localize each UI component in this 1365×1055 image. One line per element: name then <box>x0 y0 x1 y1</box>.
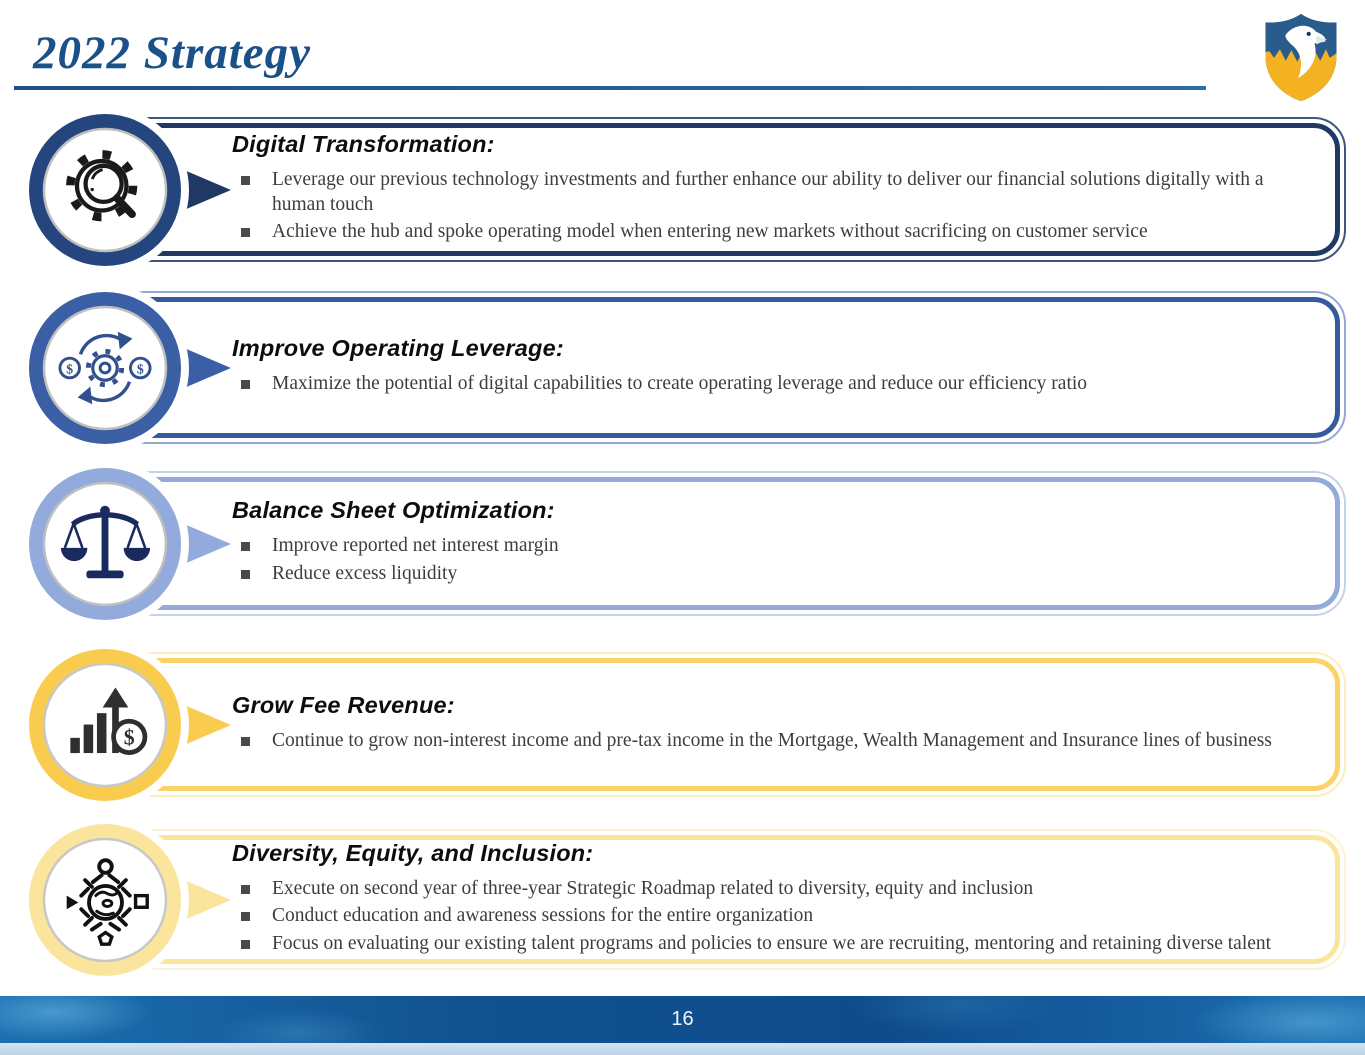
bullet-item: Reduce excess liquidity <box>232 562 1309 587</box>
section-banner <box>112 829 1346 970</box>
bullet-item: Achieve the hub and spoke operating model when entering new markets without sacrificing on customer service <box>232 220 1309 245</box>
section-banner <box>112 652 1346 797</box>
svg-text:$: $ <box>66 360 74 376</box>
section-bullets <box>232 369 1309 400</box>
section-banner <box>112 291 1346 444</box>
section-banner <box>112 117 1346 262</box>
section-bullets <box>232 874 1309 960</box>
section-bullets <box>232 726 1309 757</box>
strategy-section-digital-transformation <box>20 117 1346 262</box>
svg-text:$: $ <box>136 360 144 376</box>
footer-strip <box>0 1043 1365 1055</box>
section-title: Grow Fee Revenue: <box>232 692 455 719</box>
page-title: 2022 Strategy <box>33 27 312 79</box>
medallion <box>20 640 236 810</box>
section-bullets <box>232 531 1309 589</box>
page-number: 16 <box>671 1008 694 1030</box>
title-underline <box>14 86 1206 90</box>
bullet-item: Maximize the potential of digital capabilities to create operating leverage and reduce our efficiency ratio <box>232 372 1309 397</box>
strategy-section-balance-sheet-optimization <box>20 471 1346 616</box>
eagle-shield-logo <box>1253 6 1349 106</box>
section-title: Digital Transformation: <box>232 131 495 158</box>
medallion <box>20 459 236 629</box>
section-banner <box>112 471 1346 616</box>
bullet-item: Leverage our previous technology investments and further enhance our ability to deliver our financial solutions digitally with a human touch <box>232 168 1309 217</box>
medallion <box>20 815 236 985</box>
strategy-section-improve-operating-leverage <box>20 291 1346 444</box>
strategy-section-diversity-equity-inclusion <box>20 829 1346 970</box>
medallion <box>20 283 236 453</box>
section-bullets <box>232 165 1309 248</box>
bullet-item: Conduct education and awareness sessions for the entire organization <box>232 904 1309 929</box>
medallion <box>20 105 236 275</box>
bullet-item: Focus on evaluating our existing talent programs and policies to ensure we are recruiting, mentoring and retaining diverse talent <box>232 932 1309 957</box>
section-title: Improve Operating Leverage: <box>232 335 564 362</box>
footer-bar <box>0 996 1365 1043</box>
bullet-item: Improve reported net interest margin <box>232 534 1309 559</box>
bullet-item: Continue to grow non-interest income and pre-tax income in the Mortgage, Wealth Management and Insurance lines of business <box>232 729 1309 754</box>
svg-text:$: $ <box>123 725 135 749</box>
section-title: Balance Sheet Optimization: <box>232 497 555 524</box>
bullet-item: Execute on second year of three-year Strategic Roadmap related to diversity, equity and inclusion <box>232 877 1309 902</box>
section-title: Diversity, Equity, and Inclusion: <box>232 839 594 866</box>
strategy-section-grow-fee-revenue <box>20 652 1346 797</box>
